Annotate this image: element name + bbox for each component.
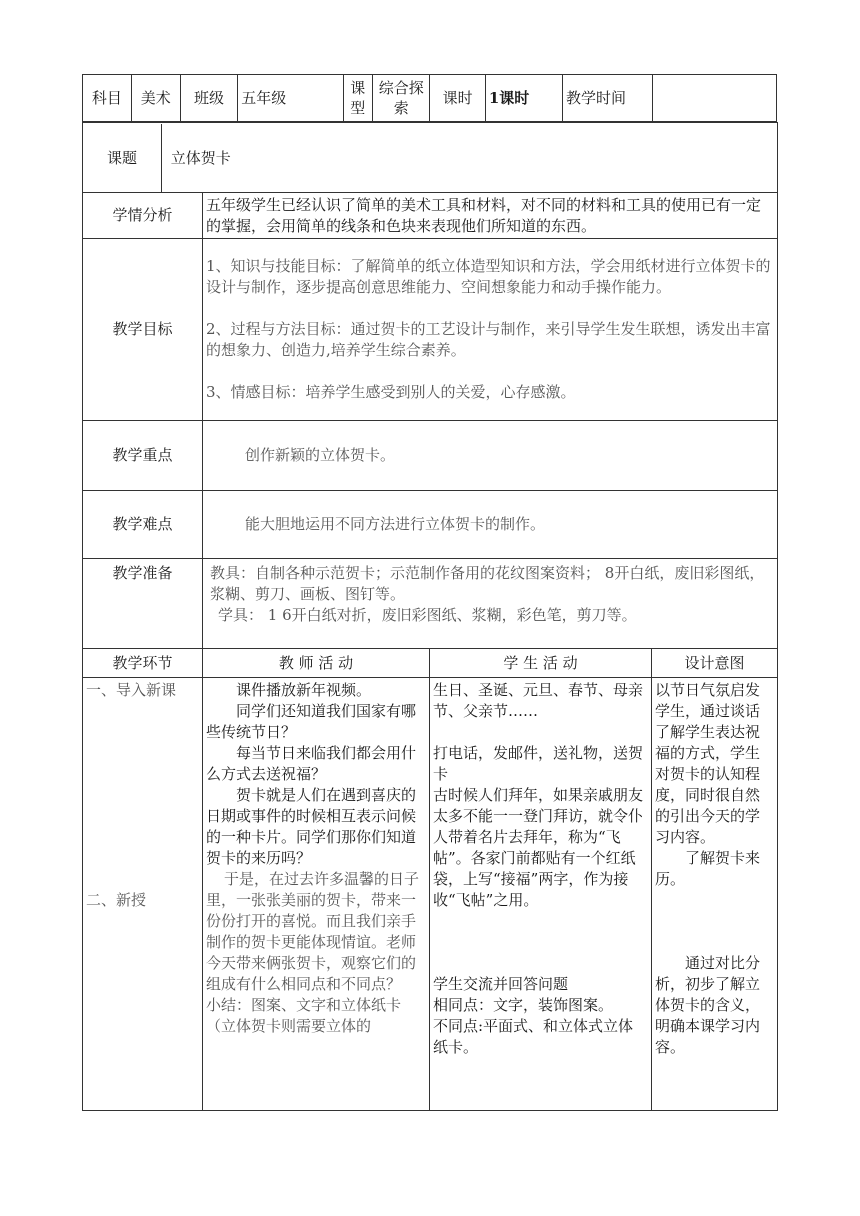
time-label: 教学时间 xyxy=(562,75,652,122)
goals-cell xyxy=(203,239,778,421)
prep-student: 学具： 1 6开白纸对折，废旧彩图纸、浆糊，彩色笔，剪刀等。 xyxy=(218,606,637,624)
student-p5: 相同点：文字，装饰图案。 xyxy=(433,996,614,1014)
teacher-p1: 课件播放新年视频。 xyxy=(236,681,372,699)
teacher-p5: 于是，在过去许多温馨的日子里，一张张美丽的贺卡，带来一份份打开的喜悦。而且我们亲手制作的贺卡更能体现情谊。老师今天带来俩张贺卡，观察它们的组成有什么相同点和不同点？ xyxy=(206,870,420,993)
subject-label: 科目 xyxy=(83,75,132,122)
lesson-plan-table xyxy=(82,122,778,1111)
prep-teacher: 教具：自制各种示范贺卡；示范制作备用的花纹图案资料； 8开白纸，废旧彩图纸，浆糊、剪刀、画板、图钉等。 xyxy=(210,564,765,603)
intent-p1: 以节日气氛启发学生，通过谈话了解学生表达祝福的方式，学生对贺卡的认知程度，同时很自然的引出今天的学习内容。 xyxy=(655,681,761,846)
intent-cell xyxy=(652,678,778,1111)
keypoint-text: 创作新颖的立体贺卡。 xyxy=(203,421,778,491)
teacher-activity-header: 教 师 活 动 xyxy=(203,649,430,678)
difficulty-text: 能大胆地运用不同方法进行立体贺卡的制作。 xyxy=(203,491,778,559)
subject-value: 美术 xyxy=(131,75,180,122)
stage-header: 教学环节 xyxy=(83,649,203,678)
goals-label: 教学目标 xyxy=(83,239,203,421)
type-value: 综合探索 xyxy=(372,75,430,122)
student-p4: 学生交流并回答问题 xyxy=(433,975,569,993)
teacher-p3: 每当节日来临我们都会用什么方式去送祝福？ xyxy=(206,744,417,783)
difficulty-label: 教学难点 xyxy=(83,491,203,559)
intent-p3: 通过对比分析，初步了解立体贺卡的含义，明确本课学习内容。 xyxy=(655,954,761,1056)
student-activity-cell xyxy=(430,678,652,1111)
goal-process: 2、过程与方法目标：通过贺卡的工艺设计与制作，来引导学生发生联想，诱发出丰富的想象力、创造力,培养学生综合素养。 xyxy=(206,320,771,359)
intent-p2: 了解贺卡来历。 xyxy=(655,849,761,888)
class-value: 五年级 xyxy=(238,75,343,122)
goal-emotion: 3、情感目标：培养学生感受到别人的关爱，心存感激。 xyxy=(206,383,576,401)
student-p3: 古时候人们拜年，如果亲戚朋友太多不能一一登门拜访，就令仆人带着名片去拜年，称为“飞帖”。各家门前都贴有一个红纸袋，上写“接福”两字，作为接收“飞帖”之用。 xyxy=(433,786,644,909)
topic-value: 立体贺卡 xyxy=(170,148,231,167)
teacher-p6: 小结：图案、文字和立体纸卡（立体贺卡则需要立体的 xyxy=(206,996,402,1035)
student-p1: 生日、圣诞、元旦、春节、母亲节、父亲节…… xyxy=(433,681,644,720)
intent-header: 设计意图 xyxy=(652,649,778,678)
goal-knowledge: 1、知识与技能目标：了解简单的纸立体造型知识和方法，学会用纸材进行立体贺卡的设计与制作，逐步提高创意思维能力、空间想象能力和动手操作能力。 xyxy=(206,257,771,296)
analysis-label: 学情分析 xyxy=(83,193,203,239)
prep-label: 教学准备 xyxy=(83,559,203,649)
topic-row xyxy=(83,123,778,193)
keypoint-label: 教学重点 xyxy=(83,421,203,491)
stage-intro: 一、导入新课 xyxy=(86,681,177,699)
period-label: 课时 xyxy=(430,75,485,122)
period-value: 1课时 xyxy=(485,75,562,122)
student-p2: 打电话，发邮件，送礼物，送贺卡 xyxy=(433,744,644,783)
topic-label: 课题 xyxy=(83,124,162,192)
time-value xyxy=(653,75,777,122)
student-p6: 不同点:平面式、和立体式立体纸卡。 xyxy=(433,1017,634,1056)
teacher-p2: 同学们还知道我们国家有哪些传统节日？ xyxy=(206,702,417,741)
header-info-table xyxy=(82,74,777,122)
student-activity-header: 学 生 活 动 xyxy=(430,649,652,678)
type-label: 课型 xyxy=(343,75,372,122)
stage-new: 二、新授 xyxy=(86,891,147,909)
analysis-text: 五年级学生已经认识了简单的美术工具和材料，对不同的材料和工具的使用已有一定的掌握，会用简单的线条和色块来表现他们所知道的东西。 xyxy=(203,193,778,239)
teacher-activity-cell xyxy=(203,678,430,1111)
prep-cell xyxy=(203,559,778,649)
teacher-p4: 贺卡就是人们在遇到喜庆的日期或事件的时候相互表示问候的一种卡片。同学们那你们知道贺卡的来历吗？ xyxy=(206,786,417,867)
class-label: 班级 xyxy=(180,75,238,122)
stage-cell xyxy=(83,678,203,1111)
